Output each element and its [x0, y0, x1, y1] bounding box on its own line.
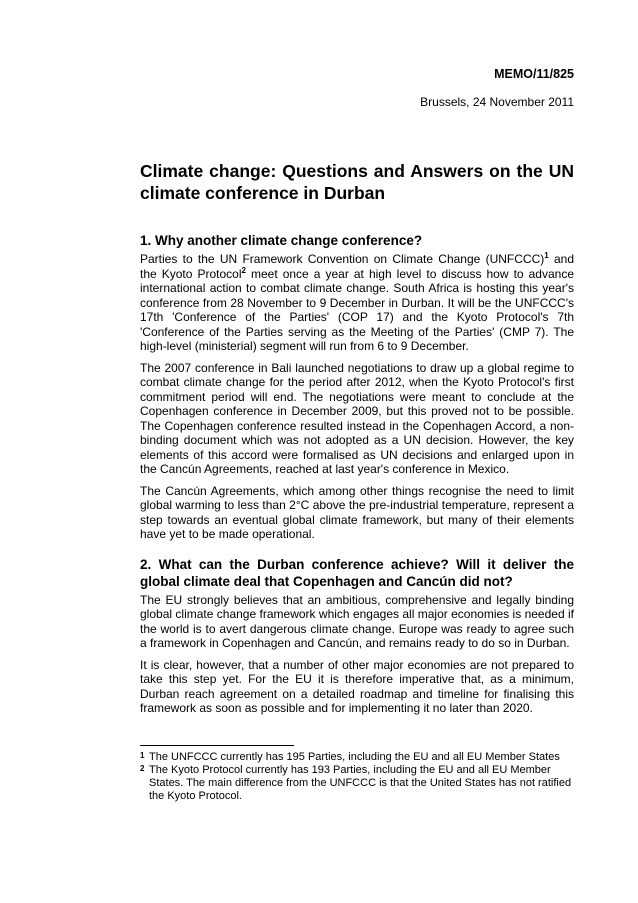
footnote-ref[interactable]: 2 — [241, 265, 246, 275]
section-heading: 1. Why another climate change conference? — [140, 233, 423, 248]
footnotes — [140, 751, 574, 803]
paragraph-text: meet once a year at high level to discuss how to advance international action to combat climate change. South Africa is hosting this year's conference from 28 November to 9 December in Durban. It will be the UNFCCC's 17th 'Conference of the Parties' (COP 17) and the Kyoto Protocol's 7th 'Conference of the Parties serving as the Meeting of the Parties' (CMP 7). The high-level (ministerial) segment will run from 6 to 9 December. — [140, 266, 574, 353]
paragraph: The Cancún Agreements, which among other things recognise the need to limit global warming to less than 2°C above the pre-industrial temperature, represent a step towards an eventual global climate framework, but many of their elements have yet to be made operational. — [140, 483, 574, 541]
paragraph: It is clear, however, that a number of other major economies are not prepared to take this step yet. For the EU it is therefore imperative that, as a minimum, Durban reach agreement on a detailed roadmap and timeline for finalising this framework as soon as possible and for implementing it no later than 2020. — [140, 657, 574, 715]
document-title: Climate change: Questions and Answers on the UN climate conference in Durban — [140, 161, 574, 203]
footnote-text: The UNFCCC currently has 195 Parties, including the EU and all EU Member States — [149, 751, 560, 763]
document-body — [140, 232, 574, 723]
section-heading: 2. What can the Durban conference achieve? Will it deliver the global climate deal that Copenhagen and Cancún did not? — [140, 556, 574, 589]
footnote — [140, 764, 574, 803]
memo-reference: MEMO/11/825 — [494, 67, 574, 81]
footnote-ref[interactable]: 1 — [544, 251, 549, 260]
paragraph — [140, 252, 574, 354]
paragraph: The 2007 conference in Bali launched negotiations to draw up a global regime to combat climate change for the period after 2012, when the Kyoto Protocol's first commitment period will end. The negotiations were meant to conclude at the Copenhagen conference in December 2009, but this proved not to be possible. The Copenhagen conference resulted instead in the Copenhagen Accord, a non-binding document which was not adopted as a UN decision. However, the key elements of this accord were formalised as UN decisions and enlarged upon in the Cancún Agreements, reached at last year's conference in Mexico. — [140, 360, 574, 476]
footnote-divider — [140, 745, 294, 746]
memo-date: Brussels, 24 November 2011 — [420, 95, 574, 109]
footnote-number: 1 — [140, 751, 145, 760]
paragraph-text: and the Kyoto Protocol — [140, 252, 574, 281]
footnote-number: 2 — [140, 764, 145, 773]
paragraph-text: Parties to the UN Framework Convention on Climate Change (UNFCCC) — [140, 252, 545, 266]
footnote — [140, 751, 574, 764]
section-1 — [140, 232, 574, 542]
paragraph: The EU strongly believes that an ambitious, comprehensive and legally binding global climate change framework which engages all major economies is needed if the world is to avert dangerous climate change. Europe was ready to agree such a framework in Copenhagen and Cancún, and remains ready to do so in Durban. — [140, 592, 574, 650]
footnote-text: The Kyoto Protocol currently has 193 Parties, including the EU and all EU Member States. The main difference from the UNFCCC is that the United States has not ratified the Kyoto Protocol. — [149, 764, 572, 802]
section-2 — [140, 556, 574, 716]
